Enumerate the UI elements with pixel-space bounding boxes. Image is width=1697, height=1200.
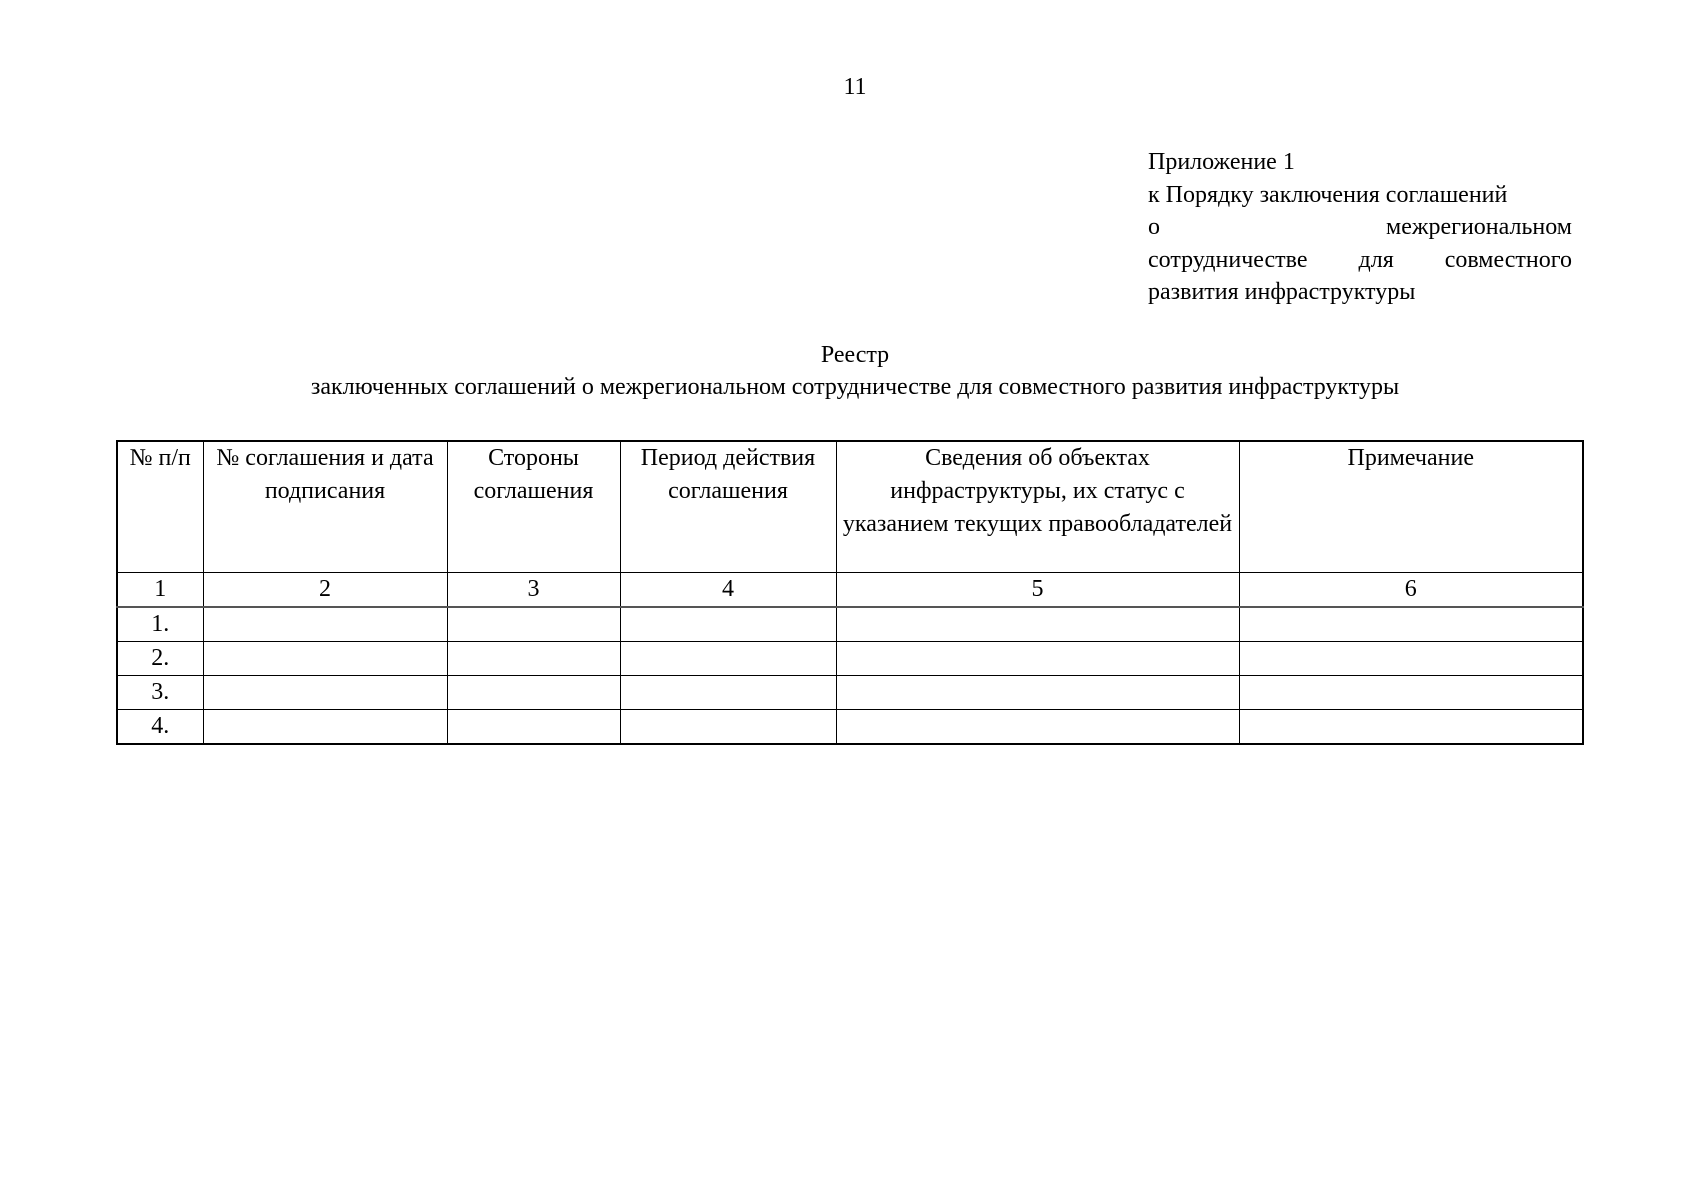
cell — [1239, 642, 1583, 676]
cell — [836, 642, 1239, 676]
column-number: 1 — [117, 573, 203, 608]
header-row — [117, 441, 1583, 573]
cell — [1239, 607, 1583, 642]
word: для — [1358, 246, 1394, 273]
cell — [203, 642, 447, 676]
appendix-line: к Порядку заключения соглашений — [1148, 181, 1508, 208]
cell — [447, 676, 620, 710]
table-row — [117, 676, 1583, 710]
cell — [620, 607, 836, 642]
appendix-line: Приложение 1 — [1148, 149, 1295, 175]
row-number: 1. — [117, 607, 203, 642]
column-number: 6 — [1239, 573, 1583, 608]
cell — [447, 642, 620, 676]
cell — [447, 607, 620, 642]
document-title: Реестр — [820, 342, 890, 368]
appendix-line: развития инфраструктуры — [1148, 279, 1416, 305]
word: о — [1148, 214, 1160, 240]
header-cell: Примечание — [1239, 441, 1583, 573]
table-row — [117, 642, 1583, 676]
word: совместного — [1444, 246, 1572, 273]
row-number: 4. — [117, 710, 203, 745]
word: межрегиональном — [1386, 214, 1572, 240]
cell — [447, 710, 620, 745]
header-cell: Сведения об объектах инфраструктуры, их статус с указанием текущих правообладателей — [836, 441, 1239, 573]
header-cell: Период действия соглашения — [620, 441, 836, 573]
header-cell: Стороны соглашения — [447, 441, 620, 573]
header-cell: № соглашения и дата подписания — [203, 441, 447, 573]
cell — [1239, 710, 1583, 745]
row-number: 2. — [117, 642, 203, 676]
row-number: 3. — [117, 676, 203, 710]
cell — [836, 676, 1239, 710]
cell — [203, 607, 447, 642]
cell — [620, 710, 836, 745]
document-subtitle: заключенных соглашений о межрегиональном сотрудничестве для совместного развития инфраструктуры — [310, 374, 1400, 400]
column-number: 5 — [836, 573, 1239, 608]
cell — [1239, 676, 1583, 710]
page-number: 11 — [843, 74, 867, 100]
appendix-line — [1148, 211, 1572, 244]
table-row — [117, 607, 1583, 642]
word: сотрудничестве — [1148, 246, 1308, 273]
column-number: 3 — [447, 573, 620, 608]
cell — [836, 607, 1239, 642]
registry-table — [116, 440, 1584, 745]
cell — [620, 676, 836, 710]
column-number: 4 — [620, 573, 836, 608]
cell — [203, 676, 447, 710]
column-number: 2 — [203, 573, 447, 608]
column-number-row — [117, 573, 1583, 608]
cell — [836, 710, 1239, 745]
cell — [203, 710, 447, 745]
table-row — [117, 710, 1583, 745]
appendix-line — [1148, 244, 1572, 277]
appendix-note — [1148, 146, 1572, 309]
header-cell: № п/п — [117, 441, 203, 573]
cell — [620, 642, 836, 676]
